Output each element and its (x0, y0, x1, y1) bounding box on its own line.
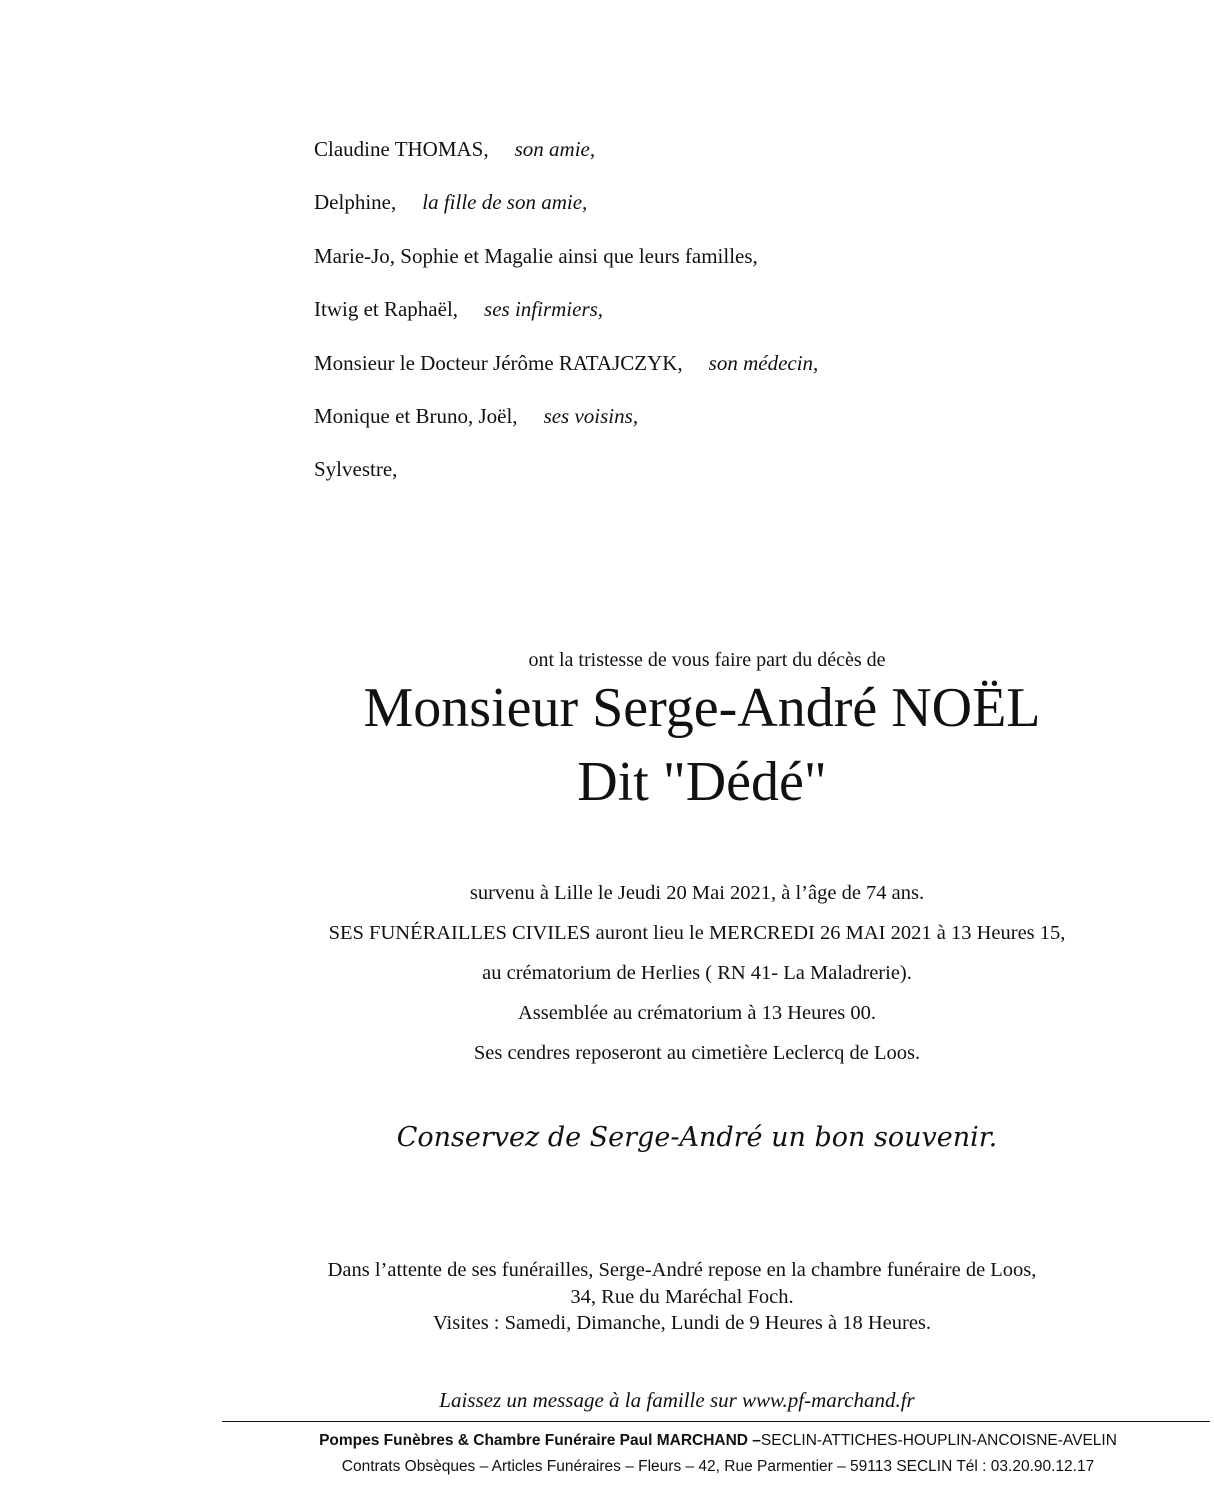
footer-services: Contrats Obsèques – Articles Funéraires – Fleurs – 42, Rue Parmentier – 59113 SECLIN Tél : 03.20.90.12.17 (341, 1458, 1095, 1475)
footer-company: Pompes Funèbres & Chambre Funéraire Paul MARCHAND – (319, 1432, 761, 1449)
mourner-name: Itwig et Raphaël, (314, 297, 459, 322)
footer-divider (222, 1421, 1210, 1422)
list-item (314, 187, 1114, 240)
detail-line: survenu à Lille le Jeudi 20 Mai 2021, à l’âge de 74 ans. (469, 882, 925, 904)
list-item (314, 348, 1114, 401)
mourner-name: Monique et Bruno, Joël, (314, 403, 518, 428)
mourner-relation: son médecin, (708, 350, 819, 375)
mourner-name: Sylvestre, (314, 457, 398, 482)
detail-line: Assemblée au crématorium à 13 Heures 00. (517, 1002, 877, 1024)
announcement-intro: ont la tristesse de vous faire part du décès de (528, 649, 886, 671)
list-item (314, 454, 1114, 507)
mourners-list (314, 134, 1114, 508)
deceased-nickname: Dit "Dédé" (577, 751, 827, 813)
footer-company-line (222, 1430, 1214, 1452)
deceased-name: Monsieur Serge-André NOËL (363, 677, 1041, 739)
mourner-relation: ses voisins, (543, 403, 639, 428)
list-item (314, 134, 1114, 187)
list-item (314, 241, 1114, 294)
detail-line: SES FUNÉRAILLES CIVILES auront lieu le MERCREDI 26 MAI 2021 à 13 Heures 15, (328, 922, 1066, 944)
mourner-relation: son amie, (514, 137, 596, 161)
mourner-relation: la fille de son amie, (422, 190, 588, 215)
mourner-name: Delphine, (314, 190, 397, 215)
list-item (314, 294, 1114, 347)
motto: Conservez de Serge-André un bon souvenir. (396, 1122, 998, 1153)
condolence-message: Laissez un message à la famille sur www.pf-marchand.fr (439, 1388, 915, 1412)
list-item (314, 401, 1114, 454)
rest-line: Dans l’attente de ses funérailles, Serge-André repose en la chambre funéraire de Loos, (327, 1259, 1037, 1281)
rest-information (75, 1257, 1214, 1337)
detail-line: au crématorium de Herlies ( RN 41- La Maladrerie). (482, 962, 912, 984)
mourner-relation: ses infirmiers, (484, 297, 604, 322)
mourner-name: Claudine THOMAS, (314, 137, 489, 161)
footer-locations: SECLIN-ATTICHES-HOUPLIN-ANCOISNE-AVELIN (760, 1432, 1117, 1449)
funeral-details (90, 878, 1214, 1078)
mourner-name: Monsieur le Docteur Jérôme RATAJCZYK, (314, 350, 683, 375)
rest-line: 34, Rue du Maréchal Foch. (570, 1285, 794, 1308)
rest-line: Visites : Samedi, Dimanche, Lundi de 9 Heures à 18 Heures. (432, 1312, 932, 1334)
mourner-name: Marie-Jo, Sophie et Magalie ainsi que leurs familles, (314, 243, 758, 268)
detail-line: Ses cendres reposeront au cimetière Leclercq de Loos. (473, 1042, 921, 1064)
